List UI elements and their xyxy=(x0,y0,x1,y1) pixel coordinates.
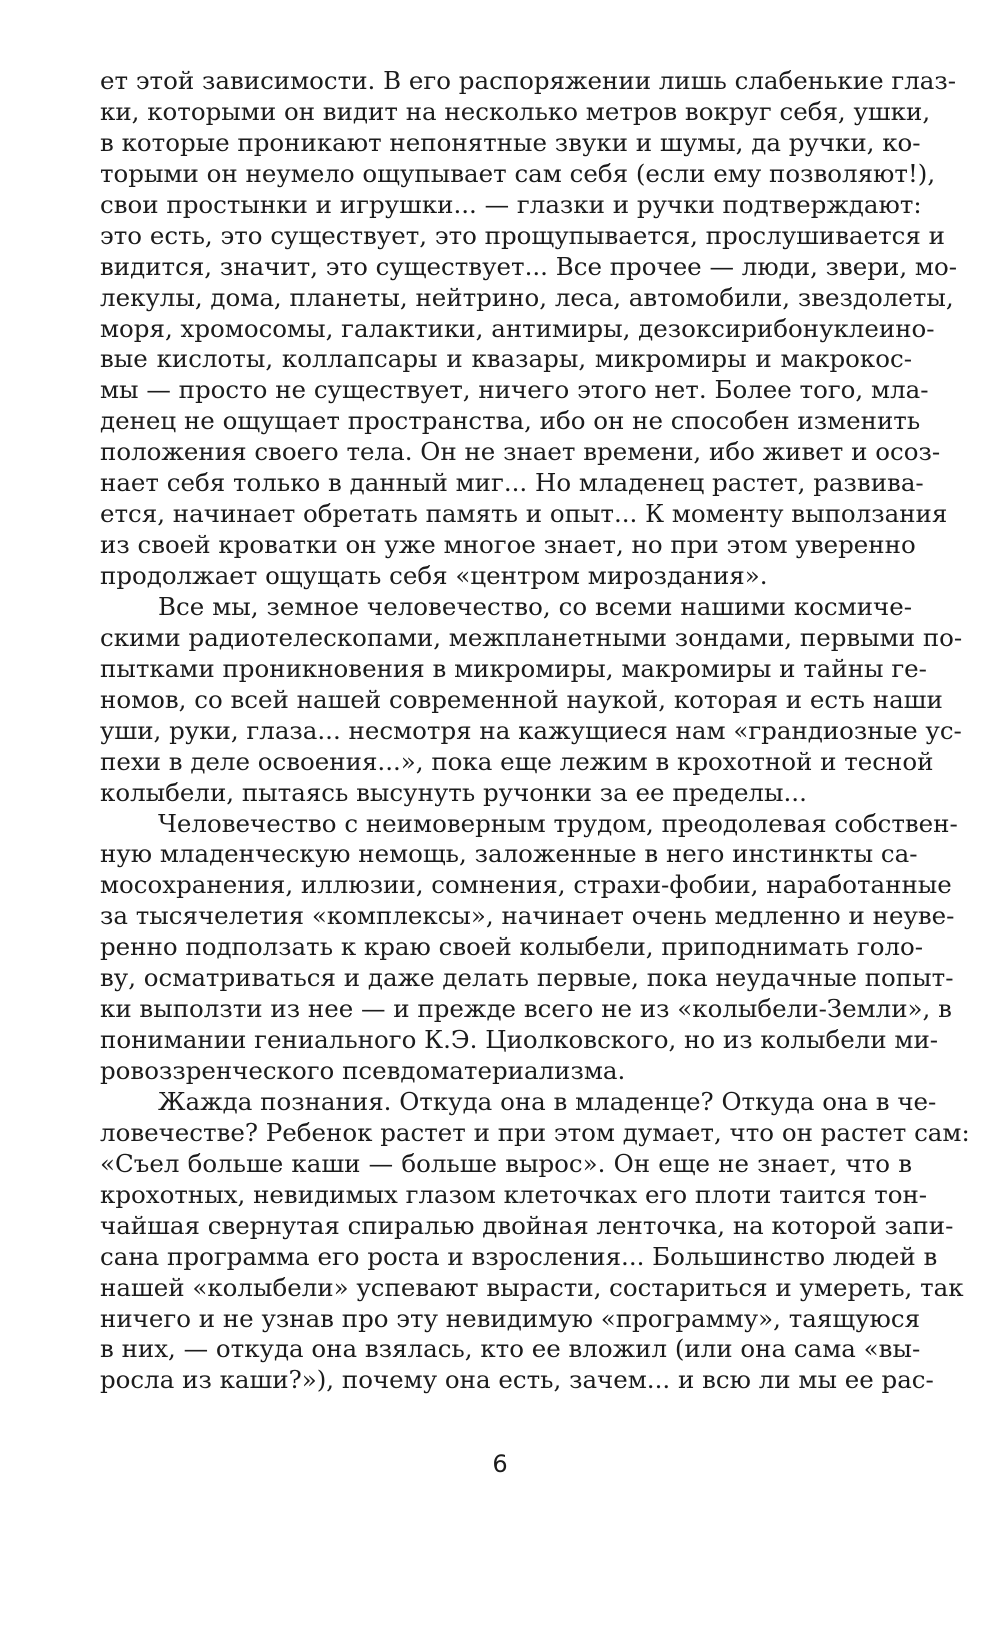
text-line: моря, хромосомы, галактики, антимиры, дезоксирибонуклеино- xyxy=(100,313,935,343)
text-line: крохотных, невидимых глазом клеточках его плоти таится тон- xyxy=(100,1179,928,1209)
text-line: уши, руки, глаза... несмотря на кажущиеся нам «грандиозные ус- xyxy=(100,715,962,745)
page-body xyxy=(100,66,970,1396)
text-line: ную младенческую немощь, заложенные в него инстинкты са- xyxy=(100,839,918,869)
text-line: росла из каши?»), почему она есть, зачем... и всю ли мы ее рас- xyxy=(100,1365,934,1395)
text-line: ки, которыми он видит на несколько метров вокруг себя, ушки, xyxy=(100,96,931,126)
text-line: ренно подползать к краю своей колыбели, приподнимать голо- xyxy=(100,932,924,962)
text-line: нает себя только в данный миг... Но младенец растет, развива- xyxy=(100,468,924,498)
paragraph-2 xyxy=(100,591,963,809)
text-line: свои простынки и игрушки... — глазки и ручки подтверждают: xyxy=(100,189,922,219)
text-line: пехи в деле освоения...», пока еще лежим в крохотной и тесной xyxy=(100,746,934,776)
text-line: положения своего тела. Он не знает времени, ибо живет и осоз- xyxy=(100,437,941,467)
text-line: вые кислоты, коллапсары и квазары, микромиры и макрокос- xyxy=(100,344,912,374)
text-line: из своей кроватки он уже многое знает, но при этом уверенно xyxy=(100,530,916,560)
text-line: ловечестве? Ребенок растет и при этом думает, что он растет сам: xyxy=(100,1117,970,1147)
paragraph-4 xyxy=(100,1086,970,1396)
text-line: колыбели, пытаясь высунуть ручонки за ее пределы... xyxy=(100,777,807,807)
text-line: видится, значит, это существует... Все прочее — люди, звери, мо- xyxy=(100,251,957,281)
text-line: номов, со всей нашей современной наукой, которая и есть наши xyxy=(100,684,943,714)
text-line: мосохранения, иллюзии, сомнения, страхи-фобии, наработанные xyxy=(100,870,952,900)
page-number: 6 xyxy=(492,1450,508,1478)
paragraph-1 xyxy=(100,66,957,592)
text-line: «Съел больше каши — больше вырос». Он еще не знает, что в xyxy=(100,1148,912,1178)
text-line: мы — просто не существует, ничего этого нет. Более того, мла- xyxy=(100,375,929,405)
paragraph-3 xyxy=(100,808,958,1087)
text-line: это есть, это существует, это прощупывается, прослушивается и xyxy=(100,220,945,250)
text-line: скими радиотелескопами, межпланетными зондами, первыми по- xyxy=(100,622,963,652)
text-line: ется, начинает обретать память и опыт... К моменту выползания xyxy=(100,499,948,529)
text-line: сана программа его роста и взросления... Большинство людей в xyxy=(100,1241,938,1271)
text-line: пытками проникновения в микромиры, макромиры и тайны ге- xyxy=(100,653,927,683)
text-line: лекулы, дома, планеты, нейтрино, леса, автомобили, звездолеты, xyxy=(100,282,954,312)
text-line: торыми он неумело ощупывает сам себя (если ему позволяют!), xyxy=(100,158,936,188)
text-line: за тысячелетия «комплексы», начинает очень медленно и неуве- xyxy=(100,901,955,931)
text-line: ничего и не узнав про эту невидимую «программу», таящуюся xyxy=(100,1303,921,1333)
text-line: нашей «колыбели» успевают вырасти, состариться и умереть, так xyxy=(100,1272,964,1302)
text-line: понимании гениального К.Э. Циолковского, но из колыбели ми- xyxy=(100,1025,939,1055)
text-line: в которые проникают непонятные звуки и шумы, да ручки, ко- xyxy=(100,127,921,157)
text-line: денец не ощущает пространства, ибо он не способен изменить xyxy=(100,406,921,436)
text-line: Жажда познания. Откуда она в младенце? Откуда она в че- xyxy=(158,1086,937,1116)
text-line: Все мы, земное человечество, со всеми нашими космиче- xyxy=(158,591,912,621)
text-line: ки выползти из нее — и прежде всего не из «колыбели-Земли», в xyxy=(100,994,952,1024)
text-line: ет этой зависимости. В его распоряжении лишь слабенькие глаз- xyxy=(100,66,957,95)
text-line: чайшая свернутая спиралью двойная ленточка, на которой запи- xyxy=(100,1210,954,1240)
text-line: Человечество с неимоверным трудом, преодолевая собствен- xyxy=(158,808,958,838)
text-line: ву, осматриваться и даже делать первые, пока неудачные попыт- xyxy=(100,963,954,993)
text-line: в них, — откуда она взялась, кто ее вложил (или она сама «вы- xyxy=(100,1334,921,1364)
text-line: ровоззренческого псевдоматериализма. xyxy=(100,1056,626,1085)
text-line: продолжает ощущать себя «центром мироздания». xyxy=(100,561,768,590)
